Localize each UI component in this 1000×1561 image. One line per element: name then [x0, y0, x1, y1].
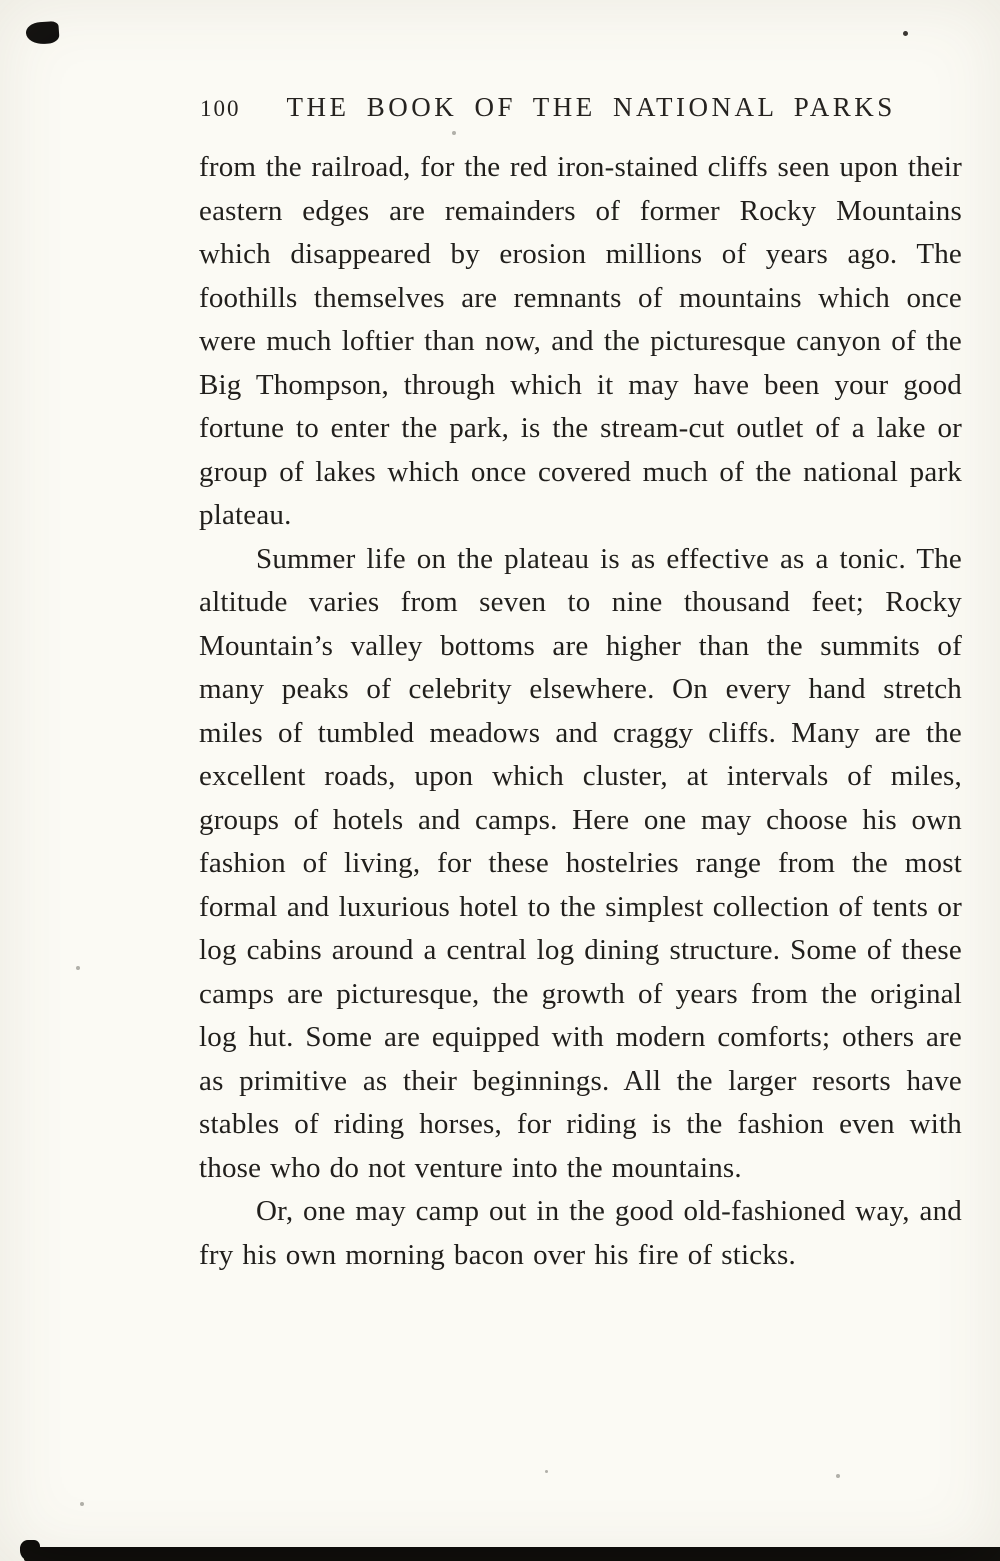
scan-speckle-top-right [903, 31, 908, 36]
scan-speckle [80, 1502, 84, 1506]
page-number: 100 [200, 96, 241, 121]
scan-artifact-bottom-bar [24, 1547, 1000, 1561]
paragraph: from the railroad, for the red iron-stained cliffs seen upon their eastern edges are remainders of former Rocky Mountains which disappeared by erosion millions of years ago. The foothills themselves are remnants of mountains which once were much loftier than now, and the picturesque canyon of the Big Thompson, through which it may have been your good fortune to enter the park, is the stream-cut outlet of a lake or group of lakes which once covered much of the national park plateau. [199, 151, 962, 531]
paragraph: Summer life on the plateau is as effective as a tonic. The altitude varies from seven to nine thousand feet; Rocky Mountain’s valley bottoms are higher than the summits of many peaks of celebrity elsewhere. On every hand stretch miles of tumbled meadows and craggy cliffs. Many are the excellent roads, upon which cluster, at intervals of miles, groups of hotels and camps. Here one may choose his own fashion of living, for these hostelries range from the most formal and luxurious hotel to the simplest collection of tents or log cabins around a central log dining structure. Some of these camps are picturesque, the growth of years from the original log hut. Some are equipped with modern comforts; others are as primitive as their beginnings. All the larger resorts have stables of riding horses, for riding is the fashion even with those who do not venture into the mountains. [199, 542, 962, 1184]
scan-speckle [76, 966, 80, 970]
running-title: THE BOOK OF THE NATIONAL PARKS [286, 92, 896, 122]
scan-artifact-top-left-blob [25, 21, 59, 45]
scan-speckle [836, 1474, 840, 1478]
scan-speckle [452, 131, 456, 135]
page-header [200, 92, 962, 123]
body-text [199, 146, 962, 1277]
scan-artifact-bottom-left-blob [20, 1540, 40, 1561]
paragraph: Or, one may camp out in the good old-fashioned way, and fry his own morning bacon over his fire of sticks. [199, 1195, 962, 1271]
scan-speckle [545, 1470, 548, 1473]
